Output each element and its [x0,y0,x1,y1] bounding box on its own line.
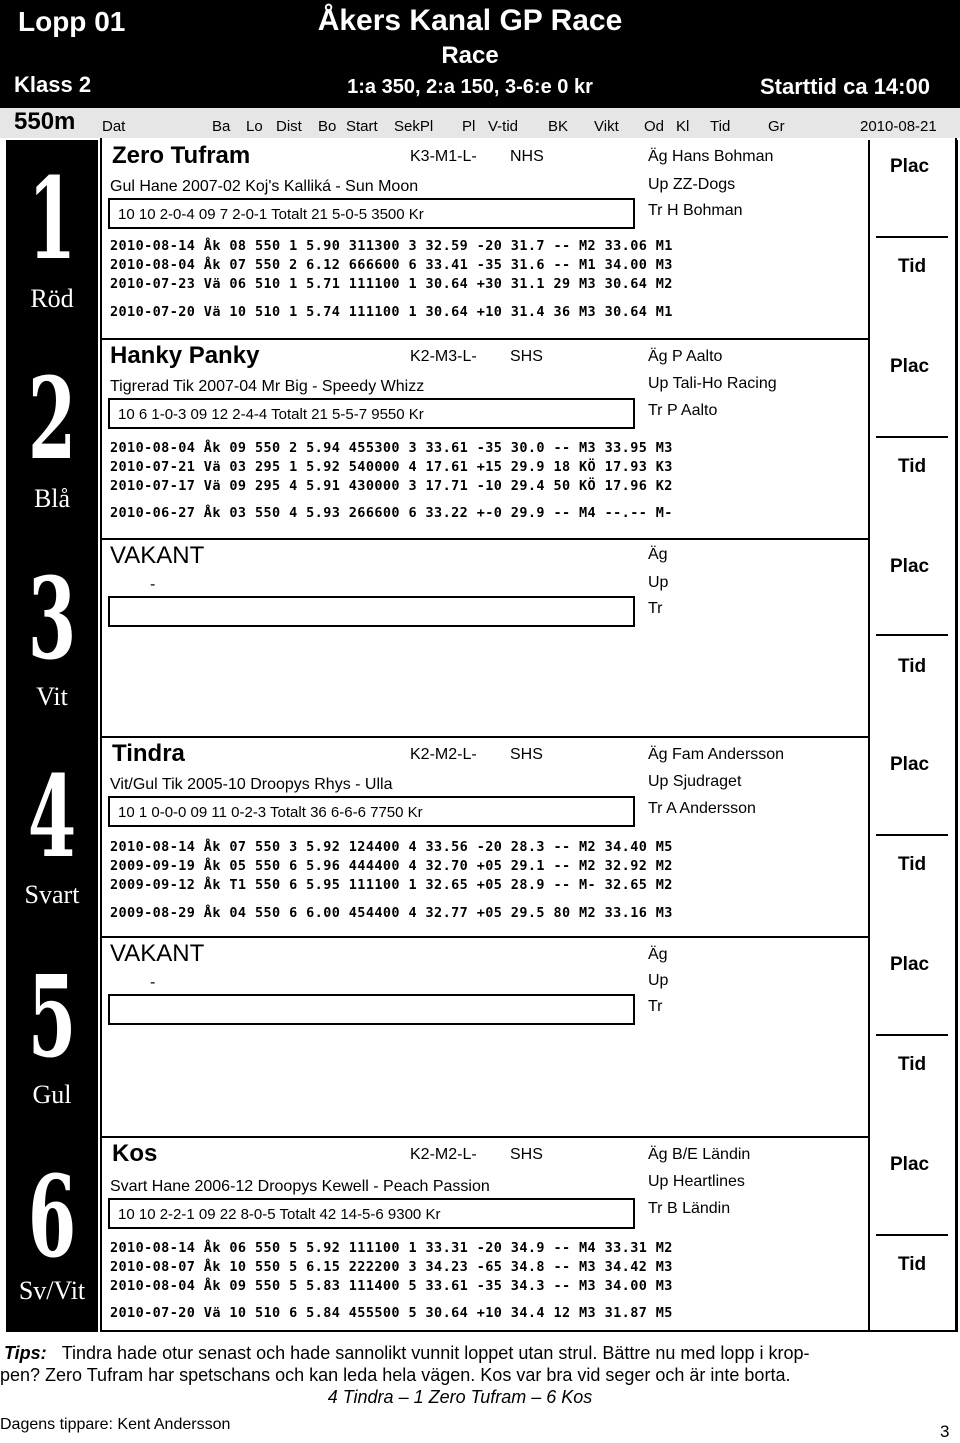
plac-label: Plac [890,556,930,577]
col-ba: Ba [212,118,231,135]
dog-name: VAKANT [110,542,205,569]
col-kl: Kl [676,118,690,135]
dog-stats: 10 6 1-0-3 09 12 2-4-4 Totalt 21 5-5-7 9550 Kr [118,406,424,423]
col-dat: Dat [102,118,126,135]
col-gr: Gr [768,118,785,135]
dog-code: K2-M2-L- [410,746,477,763]
race-date: 2010-08-21 [860,118,937,135]
breeder: Up Heartlines [648,1173,745,1190]
result-row: 2010-08-04 Åk 09 550 2 5.94 455300 3 33.61 -35 30.0 -- M3 33.95 M3 [110,440,673,456]
race-number: Lopp 01 [18,6,126,37]
owner: Äg [648,546,668,563]
box-color: Vit [36,682,68,711]
dog-info: Vit/Gul Tik 2005-10 Droopys Rhys - Ulla [110,776,393,793]
plac-line [876,436,948,438]
breeder: Up Sjudraget [648,773,742,790]
page-number: 3 [940,1422,950,1441]
tid-label: Tid [898,656,927,677]
result-row: 2010-08-14 Åk 06 550 5 5.92 111100 1 33.31 -20 34.9 -- M4 33.31 M2 [110,1240,673,1256]
tid-label: Tid [898,1054,927,1075]
plac-line [876,236,948,238]
col-vikt: Vikt [594,118,619,135]
stats-box [108,994,635,1025]
tid-label: Tid [898,456,927,477]
box-number-strip [6,140,98,1332]
dog-kennel: SHS [510,1146,543,1163]
tipster: Dagens tippare: Kent Andersson [0,1416,231,1433]
dog-info: - [150,974,156,991]
stats-box [108,596,635,627]
breeder: Up [648,972,669,989]
result-row: 2010-07-20 Vä 10 510 1 5.74 111100 1 30.64 +10 31.4 36 M3 30.64 M1 [110,304,673,320]
plac-label: Plac [890,754,930,775]
box-number: 3 [27,554,77,685]
box-color: Svart [24,880,80,909]
race-distance: 550m [14,108,76,135]
col-sekpl: SekPl [394,118,434,135]
result-row: 2010-07-17 Vä 09 295 4 5.91 430000 3 17.71 -10 29.4 50 KÖ 17.96 K2 [110,478,673,494]
dog-name: Kos [112,1140,158,1167]
col-bo: Bo [318,118,337,135]
tips-section [0,1342,960,1408]
box-color: Sv/Vit [18,1276,86,1305]
dog-name: Zero Tufram [112,142,251,169]
box-color: Blå [33,484,71,513]
owner: Äg [648,946,668,963]
plac-line [876,634,948,636]
dog-stats: 10 1 0-0-0 09 11 0-2-3 Totalt 36 6-6-6 7750 Kr [118,804,423,821]
plac-label: Plac [890,156,930,177]
prediction: 4 Tindra – 1 Zero Tufram – 6 Kos [327,1387,593,1407]
start-time: Starttid ca 14:00 [760,74,930,99]
col-tid: Tid [710,118,731,135]
result-row: 2010-08-04 Åk 07 550 2 6.12 666600 6 33.41 -35 31.6 -- M1 34.00 M3 [110,257,673,273]
race-subtitle: Race [441,42,499,69]
column-divider [956,140,958,1332]
col-vtid: V-tid [488,118,519,135]
entry-separator [100,736,868,738]
owner: Äg Fam Andersson [648,746,785,763]
result-row: 2010-07-21 Vä 03 295 1 5.92 540000 4 17.61 +15 29.9 18 KÖ 17.93 K3 [110,459,673,475]
trainer: Tr P Aalto [648,402,718,419]
trainer: Tr [648,600,663,617]
result-row: 2010-08-04 Åk 09 550 5 5.83 111400 5 33.61 -35 34.3 -- M3 34.00 M3 [110,1278,673,1294]
result-row: 2009-09-12 Åk T1 550 6 5.95 111100 1 32.65 +05 28.9 -- M- 32.65 M2 [110,877,673,893]
dog-kennel: NHS [510,148,544,165]
plac-label: Plac [890,954,930,975]
plac-label: Plac [890,356,930,377]
result-row: 2010-07-20 Vä 10 510 6 5.84 455500 5 30.64 +10 34.4 12 M3 31.87 M5 [110,1305,673,1321]
tips-text: pen? Zero Tufram har spetschans och kan leda hela vägen. Kos var bra vid seger och är inte borta. [0,1365,791,1385]
dog-code: K2-M2-L- [410,1146,477,1163]
dog-info: Tigrerad Tik 2007-04 Mr Big - Speedy Whizz [110,378,425,395]
col-dist: Dist [276,118,302,135]
dog-name: Tindra [112,740,185,767]
result-row: 2010-07-23 Vä 06 510 1 5.71 111100 1 30.64 +30 31.1 29 M3 30.64 M2 [110,276,673,292]
result-row: 2009-09-19 Åk 05 550 6 5.96 444400 4 32.70 +05 29.1 -- M2 32.92 M2 [110,858,673,874]
box-number: 5 [27,952,77,1083]
dog-code: K3-M1-L- [410,148,477,165]
plac-label: Plac [890,1154,930,1175]
col-pl: Pl [462,118,476,135]
box-number: 6 [27,1152,77,1283]
column-divider [868,140,870,1332]
owner: Äg Hans Bohman [648,148,774,165]
dog-kennel: SHS [510,746,543,763]
trainer: Tr [648,998,663,1015]
dog-info: Svart Hane 2006-12 Droopys Kewell - Peach Passion [110,1178,490,1195]
entry-separator [100,936,868,938]
breeder: Up [648,574,669,591]
trainer: Tr B Ländin [648,1200,731,1217]
owner: Äg P Aalto [648,348,723,365]
result-row: 2009-08-29 Åk 04 550 6 6.00 454400 4 32.77 +05 29.5 80 M2 33.16 M3 [110,905,673,921]
dog-kennel: SHS [510,348,543,365]
entry-separator [100,1136,868,1138]
plac-line [876,1234,948,1236]
dog-info: Gul Hane 2007-02 Koj's Kalliká - Sun Moon [110,178,419,195]
dog-stats: 10 10 2-0-4 09 7 2-0-1 Totalt 21 5-0-5 3500 Kr [118,206,424,223]
col-bk: BK [548,118,569,135]
tid-label: Tid [898,1254,927,1275]
plac-line [876,1034,948,1036]
dog-info: - [150,576,156,593]
trainer: Tr A Andersson [648,800,756,817]
breeder: Up Tali-Ho Racing [648,375,777,392]
result-row: 2010-08-14 Åk 07 550 3 5.92 124400 4 33.56 -20 28.3 -- M2 34.40 M5 [110,839,673,855]
result-row: 2010-06-27 Åk 03 550 4 5.93 266600 6 33.22 +-0 29.9 -- M4 --.-- M- [110,505,673,521]
tid-label: Tid [898,854,927,875]
col-start: Start [346,118,378,135]
tips-text: Tindra hade otur senast och hade sannolikt vunnit loppet utan strul. Bättre nu med lopp i krop- [61,1343,810,1363]
tips-label: Tips: [4,1343,47,1363]
race-title: Åkers Kanal GP Race [317,4,623,37]
result-row: 2010-08-07 Åk 10 550 5 6.15 222200 3 34.23 -65 34.8 -- M3 34.42 M3 [110,1259,673,1275]
entry-separator [100,538,868,540]
race-prizes: 1:a 350, 2:a 150, 3-6:e 0 kr [347,76,593,98]
trainer: Tr H Bohman [648,202,743,219]
dog-stats: 10 10 2-2-1 09 22 8-0-5 Totalt 42 14-5-6 9300 Kr [118,1206,441,1223]
col-od: Od [644,118,665,135]
box-number: 4 [27,752,77,883]
plac-line [876,834,948,836]
box-color: Gul [32,1080,72,1109]
dog-name: VAKANT [110,940,205,967]
result-row: 2010-08-14 Åk 08 550 1 5.90 311300 3 32.59 -20 31.7 -- M2 33.06 M1 [110,238,673,254]
breeder: Up ZZ-Dogs [648,176,736,193]
dog-code: K2-M3-L- [410,348,477,365]
owner: Äg B/E Ländin [648,1146,751,1163]
race-class: Klass 2 [14,72,92,97]
tid-label: Tid [898,256,927,277]
dog-name: Hanky Panky [110,342,260,369]
box-color: Röd [30,284,74,313]
column-header-bar [0,108,960,138]
box-number: 2 [27,354,77,485]
entry-separator [100,338,868,340]
box-number: 1 [27,154,77,285]
col-lo: Lo [246,118,263,135]
